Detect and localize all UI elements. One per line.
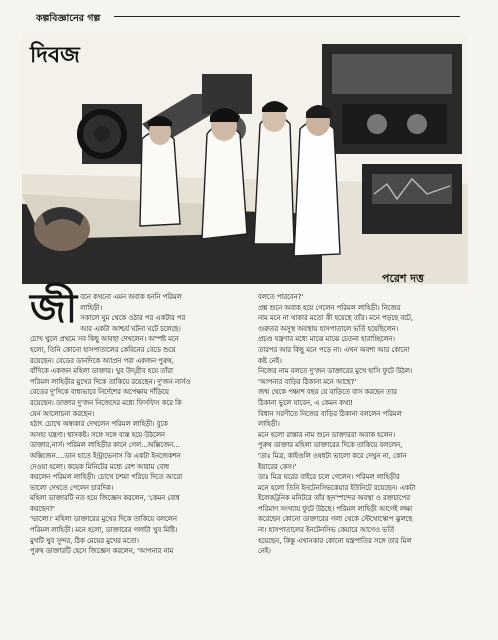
text-line: প্রচণ্ড যন্ত্রণার মধ্যে মাঝে মাঝে চেতনা হারাচ্ছিলেন। [258,335,395,344]
text-line: লাহিড়ী। [80,303,103,312]
text-line: তারপর আর কিছু মনে পড়ে না। এখন অবশ্য আর কোনো [258,345,410,354]
text-line: ইলেকট্রনিক মনিটরে তাঁর হৃদস্পন্দের অবস্থা ও রক্তচাপের [258,494,410,503]
text-line: জন্ম থেকে পঞ্চাশ বছর যে বাড়িতে বাস করছেন তার [258,388,397,397]
text-line: করেছেন কোনো ডাক্তারের গলা থেকে স্টেথোস্কোপ ঝুলছে [258,515,413,524]
text-line: যেন আলোচনা করছেন। [30,409,95,418]
text-line: রয়েছেন। ডাক্তার দু'জন নিজেদের মধ্যে ফিসফিস করে কি [30,398,182,407]
text-line: ভালো দেখতে পেলেন চারদিক। [30,483,114,492]
text-line: রয়েছেন। বেডের ডানদিকে অ্যাপ্রন পরা একজন পুরুষ, [30,356,174,365]
text-line: করছেন?' [30,504,55,513]
text-line: বিধান সরণীতে নিজের বাড়ির ঠিকানা বললেন পরিমল [258,409,402,418]
text-line: অসহ্য যন্ত্রণা। শ্বাসকষ্ট। সঙ্গে সঙ্গে ব্যস্ত হয়ে উঠলেন [30,430,165,439]
text-line: নিজের নাম বলতে দু'জন ডাক্তারের মুখে হাসি ফুটে উঠল। [258,367,413,376]
text-line: মহিলা ডাক্তারটি নত হয়ে জিজ্ঞেস করলেন, 'কেমন বোধ [30,494,180,503]
text-line: ইয়ারের কেস।' [258,462,297,471]
text-line: 'ডাঃ মিত্র, কাইণ্ডলি ওষধটা ভালো করে দেখুন না, কোন [258,451,407,460]
text-line: হয়েছেন, কিন্তু এখানকার কোনো যন্ত্রপাতির সঙ্গে তার মিল [258,536,412,545]
text-line: অক্সিজেন....ডান হাতে ইন্ট্রাভেনাস কি একটা ইনজেকশন [30,451,181,460]
story-illustration [22,34,468,284]
text-line: বলতে পারবেন?' [258,293,304,301]
text-line: পুরুষ ডাক্তারটি হেসে জিজ্ঞেস করলেন, 'আপনার নাম [30,547,174,556]
text-line: পরিমল লাহিড়ী। মনে হলো, ডাক্তারের গলাটা খুব মিষ্টি। [30,526,178,535]
text-line: নাম মনে না থাকার মতো কী হয়েছে তাঁর। মনে পড়ছে বটে, [258,314,413,323]
text-line: মনে হলো রাস্তার নাম শুনে ডাক্তাররা অবাক হলেন। [258,430,396,439]
text-line: ডাক্তার,নার্স। পরিমল লাহিড়ীর কানে গেল...অক্সিজেন... [30,441,180,450]
text-line: কষ্ট নেই। [258,356,282,365]
text-line: হঠাৎ চোখে অন্ধকার দেখলেন পরিমল লাহিড়ী। বুকে [30,420,168,429]
section-label: কল্পবিজ্ঞানের গল্প [36,13,101,24]
text-line: হলো, তিনি কোনো হাসপাতালের কেবিনের বেডে শুয়ে [30,345,176,354]
text-line: প্রশ্ন শুনে অবাক হয়ে গেলেন পরিমল লাহিড়ী। নিজের [258,303,401,312]
text-line: করলেন পরিমল লাহিড়ী। চোখে চশমা পরিয়ে দিতে আরো [30,473,183,482]
text-line: বাঁদিকে একজন মহিলা ডাক্তার। খুব উদ্গ্রীব হয়ে তাঁরা [30,367,174,376]
text-line: চোখ খুলে প্রথমে সব কিছু আবছা দেখলেন। অস্পষ্ট মনে [30,335,179,344]
header-rule [114,16,460,17]
story-title: দিবজ [30,43,80,68]
text-line: 'আপনার বাড়ির ঠিকানা মনে আছে?' [258,377,357,386]
text-line: মনে হলো তিনি ইনটেনসিভকেয়ার ইউনিটে রয়েছেন। একটা [258,483,416,492]
text-line: বেডের দু'দিকে বাধ্যভাবে নির্দেশের অপেক্ষায় দাঁড়িয়ে [30,388,169,397]
text-line: পরিমাণ সংখ্যায় ফুটে উঠছে। পরিমল লাহিড়ী আগেই লক্ষ্য [258,504,413,513]
text-line: লাহিড়ী। [258,420,280,429]
text-line: পরিমল লাহিড়ীর মুখের দিকে তাকিয়ে রয়েছেন। দু'জন নার্সও [30,377,191,386]
drop-cap: জী [30,286,78,332]
author-byline: পরেশ দত্ত [382,272,424,285]
text-line: পুরুষ ডাক্তার মহিলা ডাক্তারের দিকে তাকিয়ে বললেন, [258,441,403,450]
left-text-column [30,286,236,557]
text-line: মুখটি খুব সুন্দর, ঠিক মেয়ের মুখের মতো। [30,536,139,545]
text-line: ডাঃ মিত্র ঘরের বাইরে চলে গেলেন। পরিমল লাহিড়ীর [258,473,400,482]
text-line: ঠিকানা ভুলে যাবেন, এ কেমন কথা! [258,398,353,407]
text-line: গুরুতর অসুস্থ অবস্থায় হাসপাতালে ভর্তি হয়েছিলেন। [258,324,399,333]
text-line: বনে কখনো এমন অবাক হননি পরিমল [80,293,182,301]
text-line: দেওয়া হলো। কয়েক মিনিটের মধ্যে বেশ আরাম বোধ [30,462,169,471]
right-text-column [258,292,464,557]
text-line: নেই। [258,547,271,556]
text-line: 'ভালো।' মহিলা ডাক্তারের মুখের দিকে তাকিয়ে বললেন [30,515,177,524]
text-line: আর একটা আশ্চর্য ঘটনা ঘটে চলেছে। [80,324,181,333]
text-line: না। হাসপাতালের ইনটেনসিভ কেয়ারে আগেও ভর্তি [258,526,395,535]
text-line: সকালে ঘুম থেকে ওঠার পর একটার পর [80,314,186,323]
